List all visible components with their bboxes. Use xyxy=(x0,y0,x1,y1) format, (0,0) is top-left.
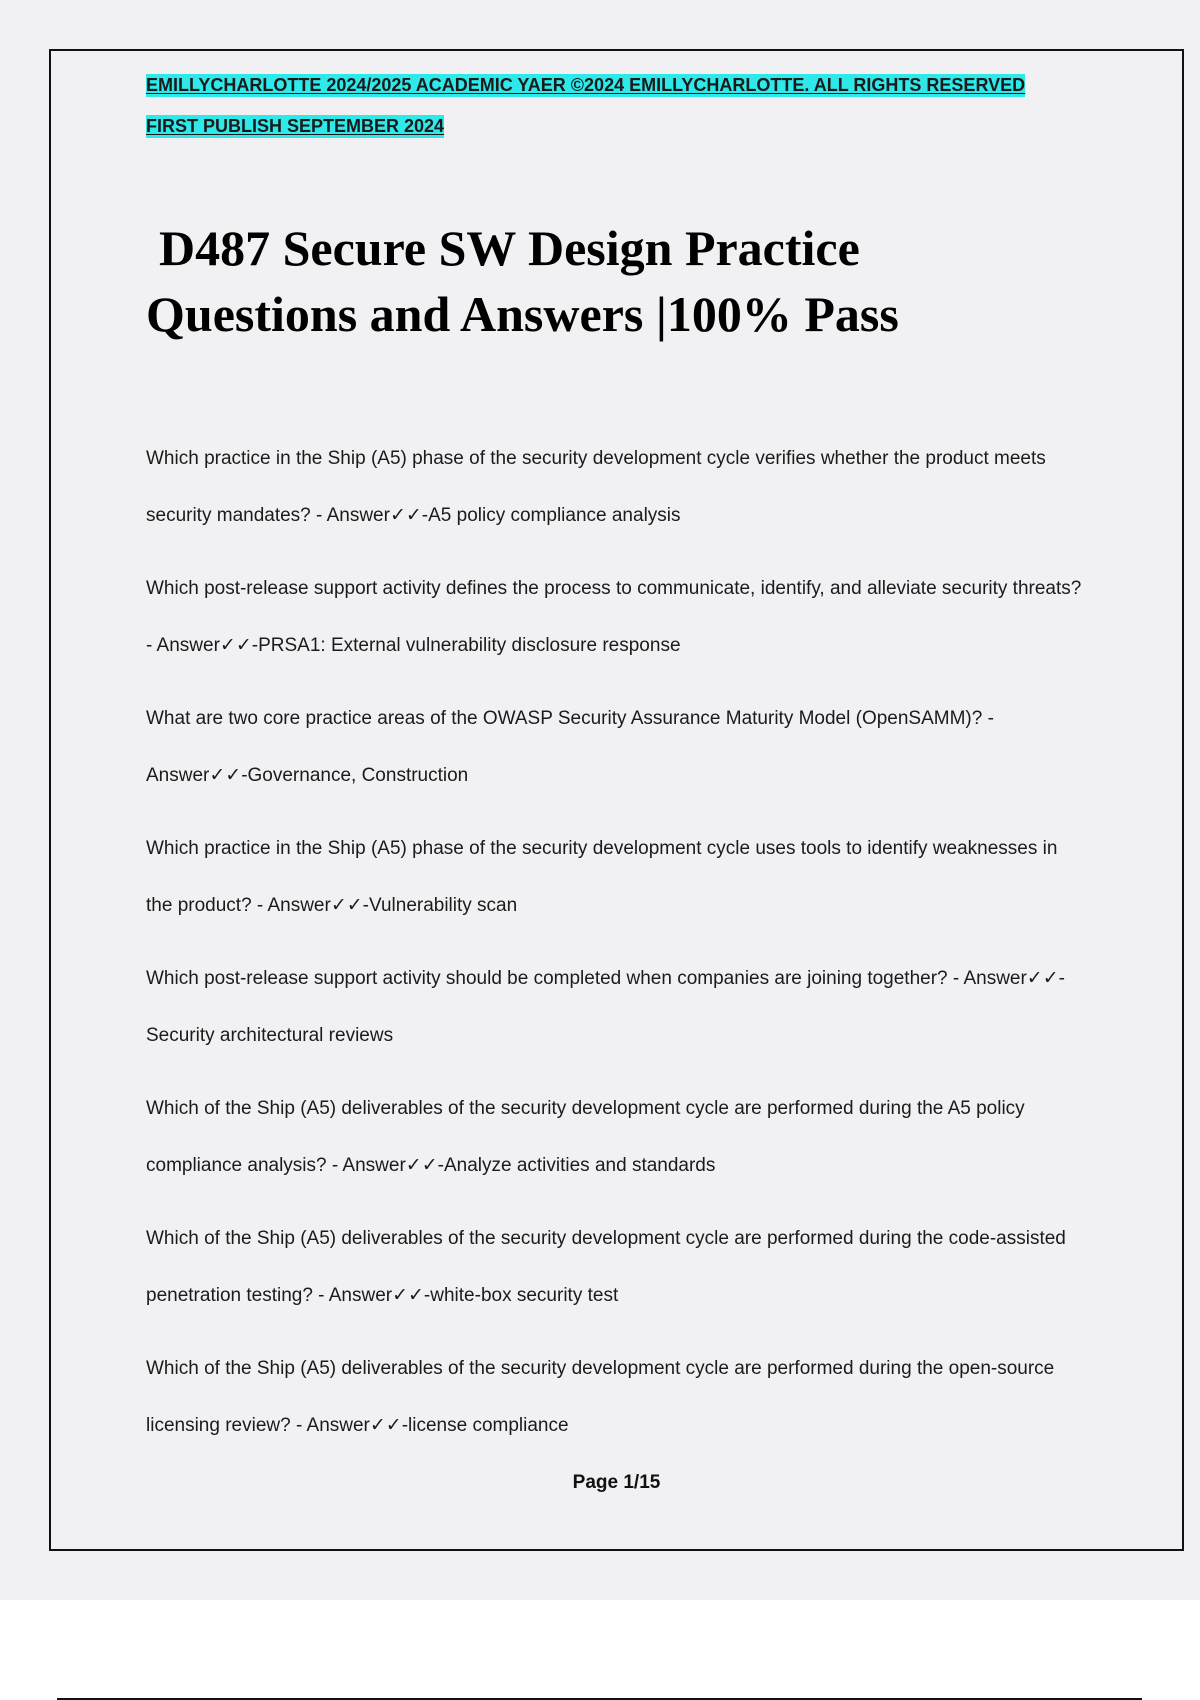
qa-item-2: Which post-release support activity defines the process to communicate, identify, and alleviate security threats? - Answer✓✓-PRSA1: External vulnerability disclosure response xyxy=(146,578,1082,656)
header-copyright-text: EMILLYCHARLOTTE 2024/2025 ACADEMIC YAER ©2024 EMILLYCHARLOTTE. ALL RIGHTS RESERVED xyxy=(146,75,1026,95)
qa-item-5: Which post-release support activity should be completed when companies are joining together? - Answer✓✓-Security architectural reviews xyxy=(146,968,1065,1046)
qa-item-3: What are two core practice areas of the OWASP Security Assurance Maturity Model (OpenSAMM)? - Answer✓✓-Governance, Construction xyxy=(146,708,994,786)
qa-item-6: Which of the Ship (A5) deliverables of the security development cycle are performed during the A5 policy compliance analysis? - Answer✓✓-Analyze activities and standards xyxy=(146,1098,1025,1176)
qa-item-1: Which practice in the Ship (A5) phase of the security development cycle verifies whether the product meets security mandates? - Answer✓✓-A5 policy compliance analysis xyxy=(146,448,1046,526)
qa-item-7: Which of the Ship (A5) deliverables of the security development cycle are performed during the code-assisted penetration testing? - Answer✓✓-white-box security test xyxy=(146,1228,1066,1306)
document-title xyxy=(146,215,1046,347)
qa-item-8: Which of the Ship (A5) deliverables of the security development cycle are performed during the open-source licensing review? - Answer✓✓-license compliance xyxy=(146,1358,1055,1436)
header-copyright-line xyxy=(146,74,1025,96)
qa-list xyxy=(146,430,1086,1470)
document-title-line-1: D487 Secure SW Design Practice xyxy=(159,220,860,276)
page-number: Page 1/15 xyxy=(572,1472,661,1493)
document-title-line-2: Questions and Answers |100% Pass xyxy=(146,286,899,342)
header-publish-text: FIRST PUBLISH SEPTEMBER 2024 xyxy=(146,116,445,136)
header-publish-line xyxy=(146,115,444,137)
qa-item-4: Which practice in the Ship (A5) phase of the security development cycle uses tools to identify weaknesses in the product? - Answer✓✓-Vulnerability scan xyxy=(146,838,1058,916)
